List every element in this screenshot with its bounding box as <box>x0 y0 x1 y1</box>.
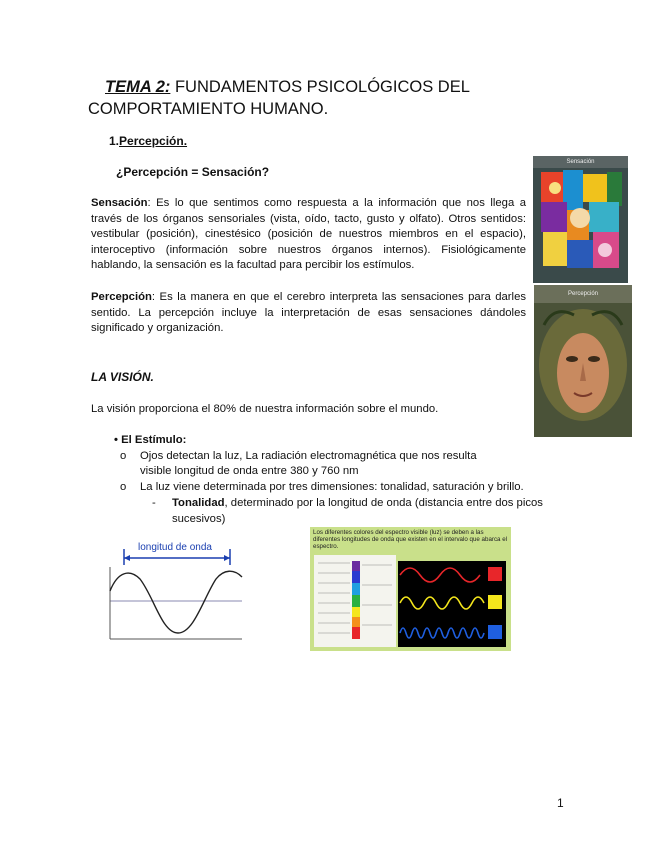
estimulo-bullet <box>114 433 186 449</box>
blue-wave <box>400 628 484 638</box>
sensacion-art <box>533 156 628 283</box>
sensacion-text: : Es lo que sentimos como respuesta a la información que nos llega a través de los órganos sensoriales (vista, oído, tacto, gusto y olfato). Otros sentidos: vestibular (posición), cinestésico (posición de nuestros miembros en el espacio), interoceptivo (información sobre nuestros órganos internos). Fisiológicamente hablando, la sensación es la facultad para percibir los estímulos. <box>91 197 526 271</box>
page-title <box>88 76 578 120</box>
red-swatch <box>488 567 502 581</box>
bullet-icon: • <box>114 434 122 446</box>
title-rest: FUNDAMENTOS PSICOLÓGICOS DEL COMPORTAMIENTO HUMANO. <box>88 78 470 118</box>
wave-svg <box>108 537 244 641</box>
wave-panel <box>398 561 506 647</box>
spectrum-chart <box>314 555 396 647</box>
sensacion-term: Sensación <box>91 197 148 209</box>
percepcion-image-label: Percepción <box>534 285 632 303</box>
percepcion-text: : Es la manera en que el cerebro interpreta las sensaciones para darles sentido. La percepción incluye la interpretación de esas sensaciones dándoles significado y organización. <box>91 291 526 334</box>
percepcion-paragraph <box>91 290 526 337</box>
percepcion-term: Percepción <box>91 291 152 303</box>
yellow-wave <box>400 597 484 609</box>
sensacion-image <box>533 156 628 283</box>
tonalidad-line1 <box>172 496 572 512</box>
title-tema: TEMA 2: <box>105 78 171 96</box>
estimulo-item1-line1: Ojos detectan la luz, La radiación electromagnética que nos resulta <box>140 450 477 462</box>
wavelength-diagram <box>108 537 244 641</box>
sensacion-image-label: Sensación <box>533 156 628 168</box>
vision-intro: La visión proporciona el 80% de nuestra información sobre el mundo. <box>91 403 439 415</box>
wave-curve <box>110 571 242 633</box>
red-wave <box>400 568 480 582</box>
question-heading: ¿Percepción = Sensación? <box>116 165 270 179</box>
estimulo-label: El Estímulo: <box>121 434 187 446</box>
spectrum-diagram <box>310 527 511 651</box>
page-number: 1 <box>557 796 564 810</box>
vision-heading: LA VISIÓN. <box>91 370 154 384</box>
section-label: Percepción. <box>119 134 188 148</box>
section-heading <box>109 134 187 148</box>
sub-bullet-icon-1: o <box>120 450 127 462</box>
blue-swatch <box>488 625 502 639</box>
yellow-swatch <box>488 595 502 609</box>
estimulo-item1-line2: visible longitud de onda entre 380 y 760 nm <box>140 465 359 477</box>
section-number: 1. <box>109 134 120 148</box>
percepcion-image <box>534 285 632 437</box>
tonalidad-term: Tonalidad <box>172 497 225 509</box>
tonalidad-line2: sucesivos) <box>172 513 226 525</box>
dash-bullet-icon: - <box>152 497 156 509</box>
sensacion-paragraph <box>91 196 526 274</box>
estimulo-item2: La luz viene determinada por tres dimensiones: tonalidad, saturación y brillo. <box>140 481 524 493</box>
tonalidad-text: , determinado por la longitud de onda (distancia entre dos picos <box>224 497 543 509</box>
percepcion-art <box>534 285 632 437</box>
spectrum-chart-panel <box>314 555 396 647</box>
sub-bullet-icon-2: o <box>120 481 127 493</box>
color-waves <box>398 561 506 647</box>
spectrum-caption: Los diferentes colores del espectro visible (luz) se deben a las diferentes longitudes de onda que existen en el intervalo que abarca el espectro. <box>313 529 508 551</box>
wave-label: longitud de onda <box>138 542 212 553</box>
